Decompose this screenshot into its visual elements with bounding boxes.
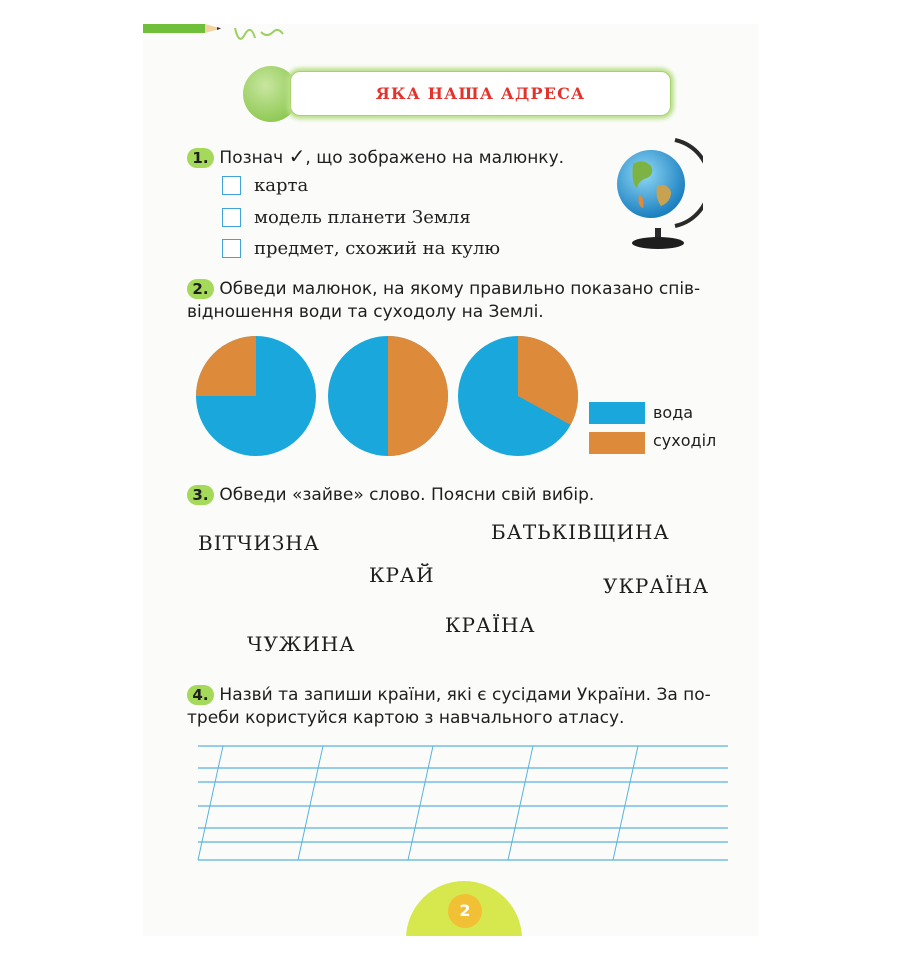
word-1[interactable]: ВІТЧИЗНА [198, 531, 320, 555]
pie-1[interactable] [196, 336, 316, 456]
writing-lines[interactable] [143, 734, 758, 874]
globe-icon [613, 134, 703, 252]
legend-water-swatch [589, 402, 645, 424]
page-title: ЯКА НАША АДРЕСА [375, 84, 586, 103]
task1-option-3 [222, 238, 500, 259]
legend-land-swatch [589, 432, 645, 454]
pie-2[interactable] [328, 336, 448, 456]
pie-1-land-slice [196, 336, 256, 396]
word-3[interactable]: КРАЙ [369, 563, 435, 587]
pie-3[interactable] [458, 336, 578, 456]
option-label: карта [254, 175, 309, 196]
legend-water-label: вода [653, 403, 694, 422]
task2-header [187, 278, 747, 300]
task3-text: Обведи «зайве» слово. Поясни свій вибір. [219, 485, 595, 505]
task4-line1: Назви́ та запиши країни, які є сусідами України. За по- [219, 685, 711, 705]
task4-line2: треби користуйся картою з навчального атласу. [187, 708, 625, 728]
legend-land-label: суходіл [653, 431, 717, 450]
task2-line1: Обведи малюнок, на якому правильно показано спів- [219, 279, 701, 299]
word-2[interactable]: БАТЬКІВЩИНА [491, 520, 670, 544]
option-label: модель планети Земля [254, 207, 471, 228]
checkmark-icon: ✓ [288, 144, 306, 168]
checkbox-1[interactable] [222, 176, 241, 195]
task1-number: 1. [187, 148, 214, 168]
word-6[interactable]: ЧУЖИНА [247, 632, 356, 656]
checkbox-2[interactable] [222, 208, 241, 227]
checkbox-3[interactable] [222, 239, 241, 258]
task1-text-before: Познач [219, 148, 284, 168]
title-banner [290, 71, 671, 116]
task1-text-after: , що зображено на малюнку. [305, 148, 565, 168]
task3-number: 3. [187, 485, 214, 505]
task3-header [187, 484, 594, 506]
workbook-page [143, 24, 758, 936]
task2-number: 2. [187, 279, 214, 299]
page-number: 2 [448, 894, 482, 928]
task1-option-1 [222, 175, 308, 196]
word-4[interactable]: УКРАЇНА [603, 574, 710, 598]
task1-header [187, 145, 564, 169]
task4-number: 4. [187, 685, 214, 705]
task2-line2: відношення води та суходолу на Землі. [187, 302, 544, 322]
pencil-decoration [143, 24, 303, 54]
task1-option-2 [222, 207, 471, 228]
pie-2-land-slice [388, 336, 448, 456]
option-label: предмет, схожий на кулю [254, 238, 501, 259]
task4-header [187, 684, 747, 706]
word-5[interactable]: КРАЇНА [445, 613, 536, 637]
